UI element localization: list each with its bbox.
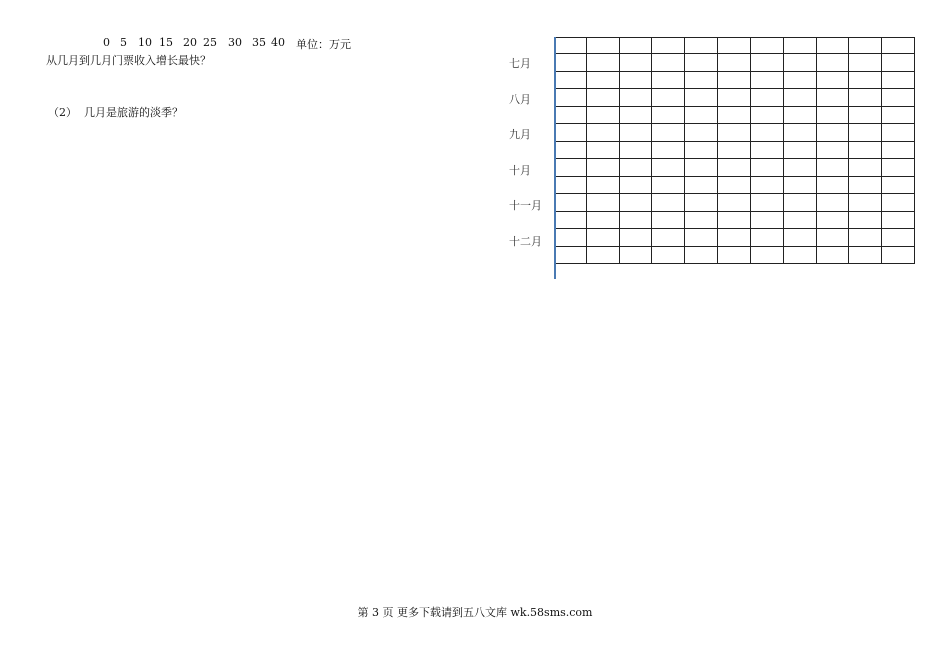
scale-tick: 0 (103, 36, 110, 49)
vertical-axis (554, 37, 556, 279)
grid-border (554, 37, 915, 264)
scale-tick: 40 (271, 36, 285, 49)
scale-tick: 10 (138, 36, 152, 49)
month-label: 七月 (509, 57, 531, 70)
scale-tick: 15 (159, 36, 173, 49)
scale-row (0, 36, 400, 50)
month-label: 十一月 (509, 199, 542, 212)
question-2-text: 几月是旅游的淡季？ (84, 106, 183, 119)
scale-tick: 25 (203, 36, 217, 49)
chart-grid (554, 37, 915, 264)
month-label: 八月 (509, 93, 531, 106)
question-2-number: （2） (48, 106, 77, 119)
month-label: 九月 (509, 128, 531, 141)
page-footer: 第 3 页 更多下载请到五八文库 wk.58sms.com (357, 606, 593, 619)
scale-unit: 单位：万元 (296, 38, 351, 51)
month-label: 十二月 (509, 235, 542, 248)
scale-tick: 35 (252, 36, 266, 49)
question-1: 从几月到几月门票收入增长最快？ (46, 54, 211, 67)
scale-tick: 20 (183, 36, 197, 49)
scale-tick: 30 (228, 36, 242, 49)
scale-tick: 5 (120, 36, 127, 49)
month-label: 十月 (509, 164, 531, 177)
